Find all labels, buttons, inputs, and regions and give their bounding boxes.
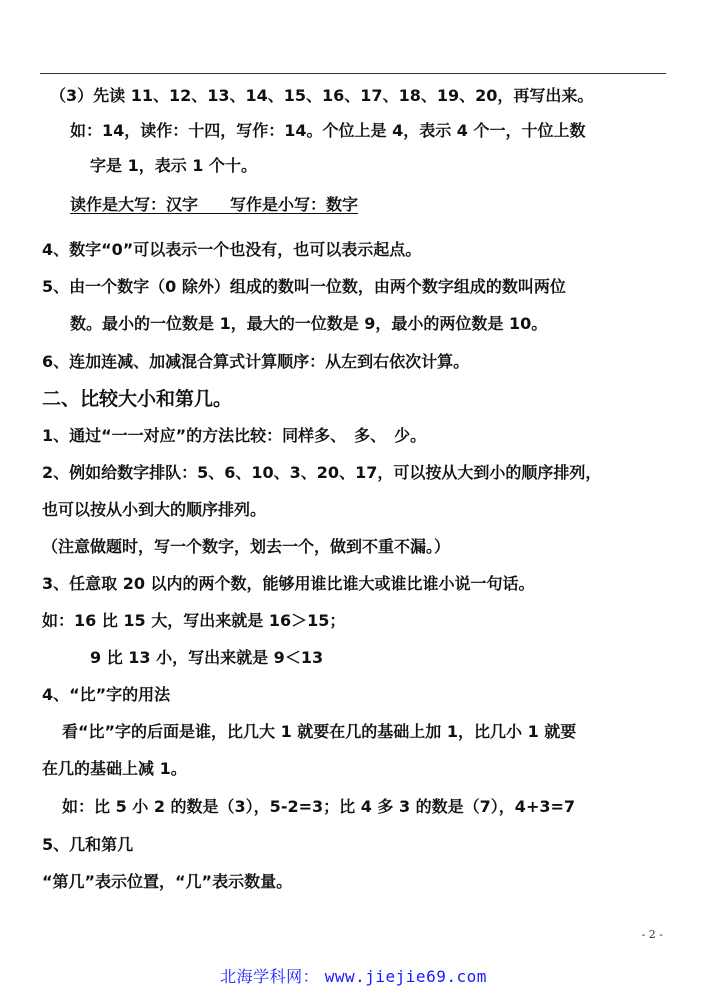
text-line-bi-usage: 4、“比”字的用法 bbox=[42, 685, 171, 704]
section-heading-compare: 二、比较大小和第几。 bbox=[42, 388, 233, 410]
footer-site-name: 北海学科网： bbox=[220, 967, 320, 986]
footer-url-link[interactable]: www.jiejie69.com bbox=[324, 967, 487, 986]
text-line-min-max: 数。最小的一位数是 1，最大的一位数是 9，最小的两位数是 10。 bbox=[70, 314, 548, 333]
text-line-read-write-numbers: （3）先读 11、12、13、14、15、16、17、18、19、20，再写出来。 bbox=[50, 86, 594, 105]
page-number: - 2 - bbox=[641, 928, 663, 941]
footer-watermark bbox=[0, 964, 707, 987]
text-line-note: （注意做题时，写一个数字，划去一个，做到不重不漏。） bbox=[42, 537, 451, 556]
text-line-example-less: 9 比 13 小，写出来就是 9＜13 bbox=[90, 648, 324, 667]
header-rule bbox=[40, 73, 666, 74]
text-line-zero: 4、数字“0”可以表示一个也没有，也可以表示起点。 bbox=[42, 240, 422, 259]
text-line-bi-explanation-cont: 在几的基础上减 1。 bbox=[42, 759, 187, 778]
text-line-order-of-operations: 6、连加连减、加减混合算式计算顺序：从左到右依次计算。 bbox=[42, 352, 470, 371]
text-line-sort-numbers-cont: 也可以按从小到大的顺序排列。 bbox=[42, 500, 267, 519]
text-line-compare-two-numbers: 3、任意取 20 以内的两个数，能够用谁比谁大或谁比谁小说一句话。 bbox=[42, 574, 535, 593]
text-line-read-write-rule bbox=[70, 194, 358, 216]
text-line-bi-example: 如：比 5 小 2 的数是（3），5-2=3；比 4 多 3 的数是（7），4+3=7 bbox=[62, 797, 576, 816]
text-line-example-14-cont: 字是 1，表示 1 个十。 bbox=[90, 156, 257, 175]
text-line-ordinal-explanation: “第几”表示位置，“几”表示数量。 bbox=[42, 872, 293, 891]
text-line-one-two-digit: 5、由一个数字（0 除外）组成的数叫一位数，由两个数字组成的数叫两位 bbox=[42, 277, 566, 296]
text-line-bi-explanation: 看“比”字的后面是谁，比几大 1 就要在几的基础上加 1，比几小 1 就要 bbox=[62, 722, 577, 741]
text-line-ordinal-heading: 5、几和第几 bbox=[42, 835, 134, 854]
text-line-example-greater: 如：16 比 15 大，写出来就是 16＞15； bbox=[42, 611, 346, 630]
text-line-sort-numbers: 2、例如给数字排队：5、6、10、3、20、17，可以按从大到小的顺序排列， bbox=[42, 463, 602, 482]
text-line-one-to-one: 1、通过“一一对应”的方法比较：同样多、 多、 少。 bbox=[42, 426, 427, 445]
underlined-rule-text: 读作是大写：汉字 写作是小写：数字 bbox=[70, 195, 359, 214]
text-line-example-14: 如：14，读作：十四，写作：14。个位上是 4，表示 4 个一，十位上数 bbox=[70, 121, 586, 140]
